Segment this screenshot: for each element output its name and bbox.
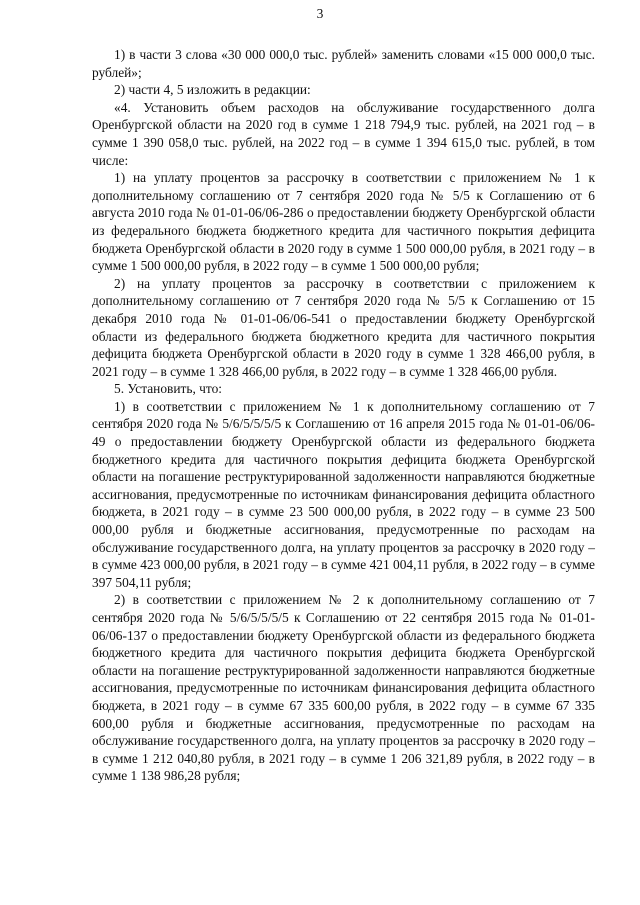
paragraph-amend-parts-4-5: 2) части 4, 5 изложить в редакции: (114, 82, 311, 98)
paragraph-interest-item-1: 1) на уплату процентов за рассрочку в соответствии с приложением № 1 к дополнительному соглашению от 7 сентября 2020 года № 5/5 к Соглашению от 6 августа 2010 года № 01-01-06/06-286 о предоставлении бюджету Оренбургской области из федерального бюджета бюджетного кредита для частичного покрытия дефицита бюджета Оренбургской области в 2020 году в сумме 1 500 000,00 рубля, в 2021 году – в сумме 1 500 000,00 рубля, в 2022 году – в сумме 1 500 000,00 рубля; (92, 170, 595, 274)
page-number: 3 (316, 6, 324, 21)
paragraph-amend-part-3: 1) в части 3 слова «30 000 000,0 тыс. рублей» заменить словами «15 000 000,0 тыс. рублей»; (92, 47, 595, 80)
document-body (92, 46, 595, 785)
paragraph-appendix-1: 1) в соответствии с приложением № 1 к дополнительному соглашению от 7 сентября 2020 года № 5/6/5/5/5/5 к Соглашению от 16 апреля 2015 года № 01-01-06/06-49 о предоставлении бюджету Оренбургской области из федерального бюджета бюджетного кредита для частичного покрытия дефицита бюджета Оренбургской области на погашение реструктурированной задолженности направляются бюджетные ассигнования, предусмотренные по источникам финансирования дефицита областного бюджета, в 2021 году – в сумме 23 500 000,00 рубля, в 2022 году – в сумме 23 500 000,00 рубля и бюджетные ассигнования, предусмотренные по расходам на обслуживание государственного долга, на уплату процентов за рассрочку в 2020 году – в сумме 423 000,00 рубля, в 2021 году – в сумме 421 004,11 рубля, в 2022 году – в сумме 397 504,11 рубля; (92, 398, 595, 590)
paragraph-appendix-2: 2) в соответствии с приложением № 2 к дополнительному соглашению от 7 сентября 2020 года № 5/6/5/5/5/5 к Соглашению от 22 сентября 2015 года № 01-01-06/06-137 о предоставлении бюджету Оренбургской области из федерального бюджета бюджетного кредита для частичного покрытия дефицита бюджета Оренбургской области на погашение реструктурированной задолженности направляются бюджетные ассигнования, предусмотренные по источникам финансирования дефицита областного бюджета, в 2021 году – в сумме 67 335 600,00 рубля, в 2022 году – в сумме 67 335 600,00 рубля и бюджетные ассигнования, предусмотренные по расходам на обслуживание государственного долга, на уплату процентов за рассрочку в 2020 году – в сумме 1 212 040,80 рубля, в 2021 году – в сумме 1 206 321,89 рубля, в 2022 году – в сумме 1 138 986,28 рубля; (92, 592, 595, 784)
paragraph-establish-5: 5. Установить, что: (114, 381, 222, 397)
paragraph-interest-item-2: 2) на уплату процентов за рассрочку в соответствии с приложением к дополнительному соглашению от 7 сентября 2020 года № 5/5 к Соглашению от 15 декабря 2010 года № 01-01-06/06-541 о предоставлении бюджету Оренбургской области из федерального бюджета бюджетного кредита для частичного покрытия дефицита бюджета Оренбургской области в 2020 году в сумме 1 328 466,00 рубля, в 2021 году – в сумме 1 328 466,00 рубля, в 2022 году – в сумме 1 328 466,00 рубля. (92, 275, 595, 379)
paragraph-debt-service-volume: «4. Установить объем расходов на обслуживание государственного долга Оренбургской области на 2020 год в сумме 1 218 794,9 тыс. рублей, на 2021 год – в сумме 1 390 058,0 тыс. рублей, на 2022 год – в сумме 1 394 615,0 тыс. рублей, в том числе: (92, 99, 595, 168)
